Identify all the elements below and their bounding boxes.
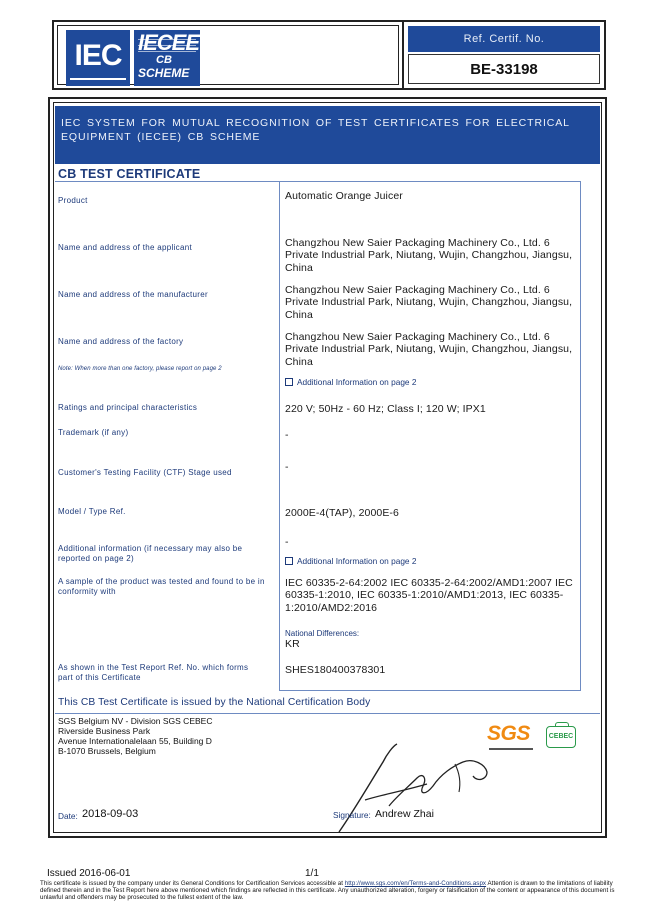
label-test-report: As shown in the Test Report Ref. No. which forms part of this Certificate [58, 663, 249, 682]
value-product: Automatic Orange Juicer [285, 190, 403, 202]
issuer-address-line: Riverside Business Park [58, 726, 151, 736]
label-model: Model / Type Ref. [58, 507, 126, 516]
scheme-banner: IEC SYSTEM FOR MUTUAL RECOGNITION OF TEST CERTIFICATES FOR ELECTRICAL EQUIPMENT (IECEE) CB SCHEME [55, 106, 600, 164]
reference-panel [404, 20, 606, 90]
issued-date: Issued 2016-06-01 [47, 868, 131, 879]
ref-certif-label: Ref. Certif. No. [408, 26, 600, 52]
value-trademark: - [285, 429, 289, 441]
additional-info-check-1 [285, 377, 416, 387]
signature-label: Signature: [333, 810, 371, 820]
iecee-cb-scheme-logo [134, 30, 200, 86]
date-label: Date: [58, 811, 78, 821]
issuer-address-line: Avenue Internationalelaan 55, Building D [58, 736, 212, 746]
value-ratings: 220 V; 50Hz - 60 Hz; Class I; 120 W; IPX1 [285, 403, 486, 415]
issuer-address-line: SGS Belgium NV - Division SGS CEBEC [58, 716, 213, 726]
issued-by-statement: This CB Test Certificate is issued by the National Certification Body [58, 697, 371, 708]
value-model: 2000E-4(TAP), 2000E-6 [285, 507, 399, 519]
logo-cb-text: CB [156, 54, 172, 66]
value-applicant: Changzhou New Saier Packaging Machinery Co., Ltd. 6 Private Industrial Park, Niutang, Wujin, Changzhou, Jiangsu, China [285, 237, 573, 274]
sgs-logo-text: SGS [487, 722, 530, 745]
label-product: Product [58, 196, 88, 205]
label-conformity: A sample of the product was tested and found to be in conformity with [58, 577, 265, 596]
label-manufacturer: Name and address of the manufacturer [58, 290, 208, 299]
logo-scheme-text: SCHEME [138, 66, 190, 80]
title-rule [55, 181, 279, 182]
checkbox-icon [285, 557, 293, 565]
factory-note: Note: When more than one factory, please report on page 2 [58, 366, 222, 372]
value-factory: Changzhou New Saier Packaging Machinery Co., Ltd. 6 Private Industrial Park, Niutang, Wujin, Changzhou, Jiangsu, China [285, 331, 573, 368]
logo-panel [52, 20, 404, 90]
signatory-name: Andrew Zhai [375, 808, 434, 820]
additional-info-text-2: Additional Information on page 2 [297, 556, 417, 566]
handwritten-signature [335, 742, 500, 834]
label-additional-info: Additional information (if necessary may also be reported on page 2) [58, 544, 243, 563]
label-ratings: Ratings and principal characteristics [58, 403, 198, 412]
ref-certif-number: BE-33198 [408, 54, 600, 84]
checkbox-icon [285, 378, 293, 386]
value-test-report: SHES180400378301 [285, 664, 386, 676]
issuer-address-line: B-1070 Brussels, Belgium [58, 746, 156, 756]
value-additional-info: - [285, 536, 289, 548]
national-differences-label: National Differences: [285, 629, 360, 638]
legal-disclaimer [40, 880, 630, 902]
disclaimer-text: This certificate is issued by the company under its General Conditions for Certification Services accessible at [40, 880, 345, 887]
value-ctf-stage: - [285, 461, 289, 473]
additional-info-text-1: Additional Information on page 2 [297, 377, 417, 387]
certificate-title: CB TEST CERTIFICATE [58, 167, 201, 181]
page-number: 1/1 [305, 868, 319, 879]
iec-logo: IEC [66, 30, 130, 86]
label-ctf-stage: Customer's Testing Facility (CTF) Stage used [58, 468, 232, 477]
value-conformity: IEC 60335-2-64:2002 IEC 60335-2-64:2002/AMD1:2007 IEC 60335-1:2010, IEC 60335-1:2010/AMD1:2013, IEC 60335-1:2010/AMD2:2016 [285, 577, 573, 614]
logo-iecee-text: IECEE [138, 30, 200, 55]
date-value: 2018-09-03 [82, 808, 139, 820]
label-factory: Name and address of the factory [58, 337, 184, 346]
additional-info-check-2 [285, 556, 416, 566]
label-trademark: Trademark (if any) [58, 428, 129, 437]
national-differences-value: KR [285, 638, 300, 650]
disclaimer-text: Attention is drawn to the limitations of liability defined therein and in the Test Report here above mentioned which findings are reflected in this certificate. Any unauthorized alteration, forgery or falsification of the content or appearance of this document is unlawful and offenders may be prosecuted to the fullest extent of the law. [40, 880, 615, 902]
terms-link[interactable]: http://www.sgs.com/en/Terms-and-Conditions.aspx [344, 880, 487, 887]
cebec-logo: CEBEC [546, 726, 576, 748]
value-manufacturer: Changzhou New Saier Packaging Machinery Co., Ltd. 6 Private Industrial Park, Niutang, Wujin, Changzhou, Jiangsu, China [285, 284, 573, 321]
label-applicant: Name and address of the applicant [58, 243, 192, 252]
